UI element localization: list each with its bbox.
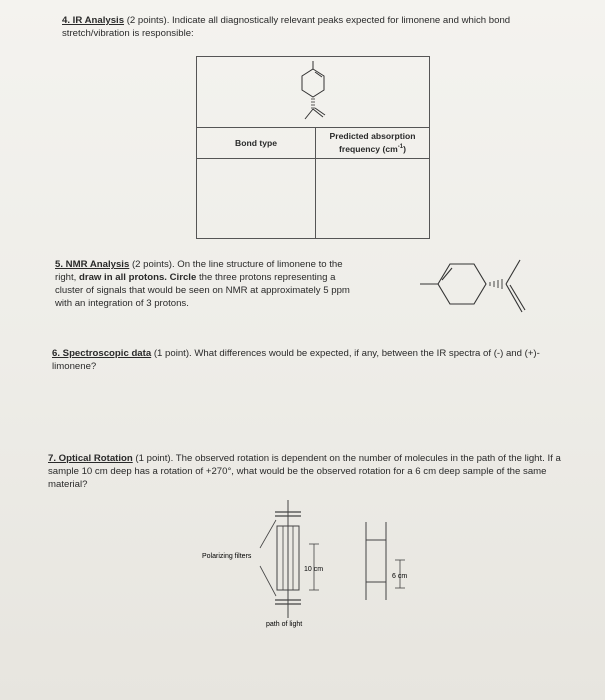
question-6 (52, 347, 552, 373)
question-6-number: 6. Spectroscopic data (52, 348, 152, 359)
question-7-number: 7. Optical Rotation (48, 453, 133, 464)
question-4-number: 4. IR Analysis (62, 15, 125, 26)
path-of-light-label: path of light (266, 621, 303, 628)
ir-header-sup: -1 (397, 144, 404, 151)
ir-table (196, 56, 430, 239)
polarizing-filters-label: Polarizing filters (202, 553, 252, 560)
ir-answer-bond-cell[interactable] (197, 159, 316, 239)
ir-table-header-bond: Bond type (197, 128, 316, 159)
question-4-text: (2 points). Indicate all diagnostically relevant peaks expected for limonene and which bond stretch/vibration is responsible: (62, 15, 511, 39)
ir-table-molecule-cell (197, 57, 430, 128)
question-6-text: (1 point). What differences would be expected, if any, between the IR spectra of (-) and (+)-limonene? (52, 348, 540, 372)
question-5 (55, 258, 365, 310)
question-5-text2: the three protons representing a cluster of signals that would be seen on NMR at approximately 5 ppm with an integration of 3 protons. (55, 272, 350, 309)
length-6cm-label: 6 cm (392, 573, 408, 580)
limonene-horizontal-structure (420, 252, 560, 322)
question-5-number: 5. NMR Analysis (55, 259, 130, 270)
question-5-bold: draw in all protons. Circle (79, 272, 197, 283)
question-7 (48, 452, 563, 491)
ir-header-end: ) (403, 143, 406, 154)
question-5-text1: (2 points). On the line structure of limonene to the right, (55, 259, 343, 283)
ir-answer-frequency-cell[interactable] (316, 159, 430, 239)
optical-rotation-diagram (180, 500, 440, 640)
question-7-text: (1 point). The observed rotation is dependent on the number of molecules in the path of the light. If a sample 10 cm deep has a rotation of +270°, what would be the observed rotation for a 6 cm deep sample of the same material? (48, 453, 561, 490)
length-10cm-label: 10 cm (304, 566, 324, 573)
ir-table-header-frequency (316, 128, 430, 159)
ir-header-line2: frequency (cm (339, 143, 398, 154)
ir-header-line1: Predicted absorption (329, 131, 416, 142)
question-4 (62, 14, 542, 40)
limonene-vertical-structure (293, 59, 333, 125)
